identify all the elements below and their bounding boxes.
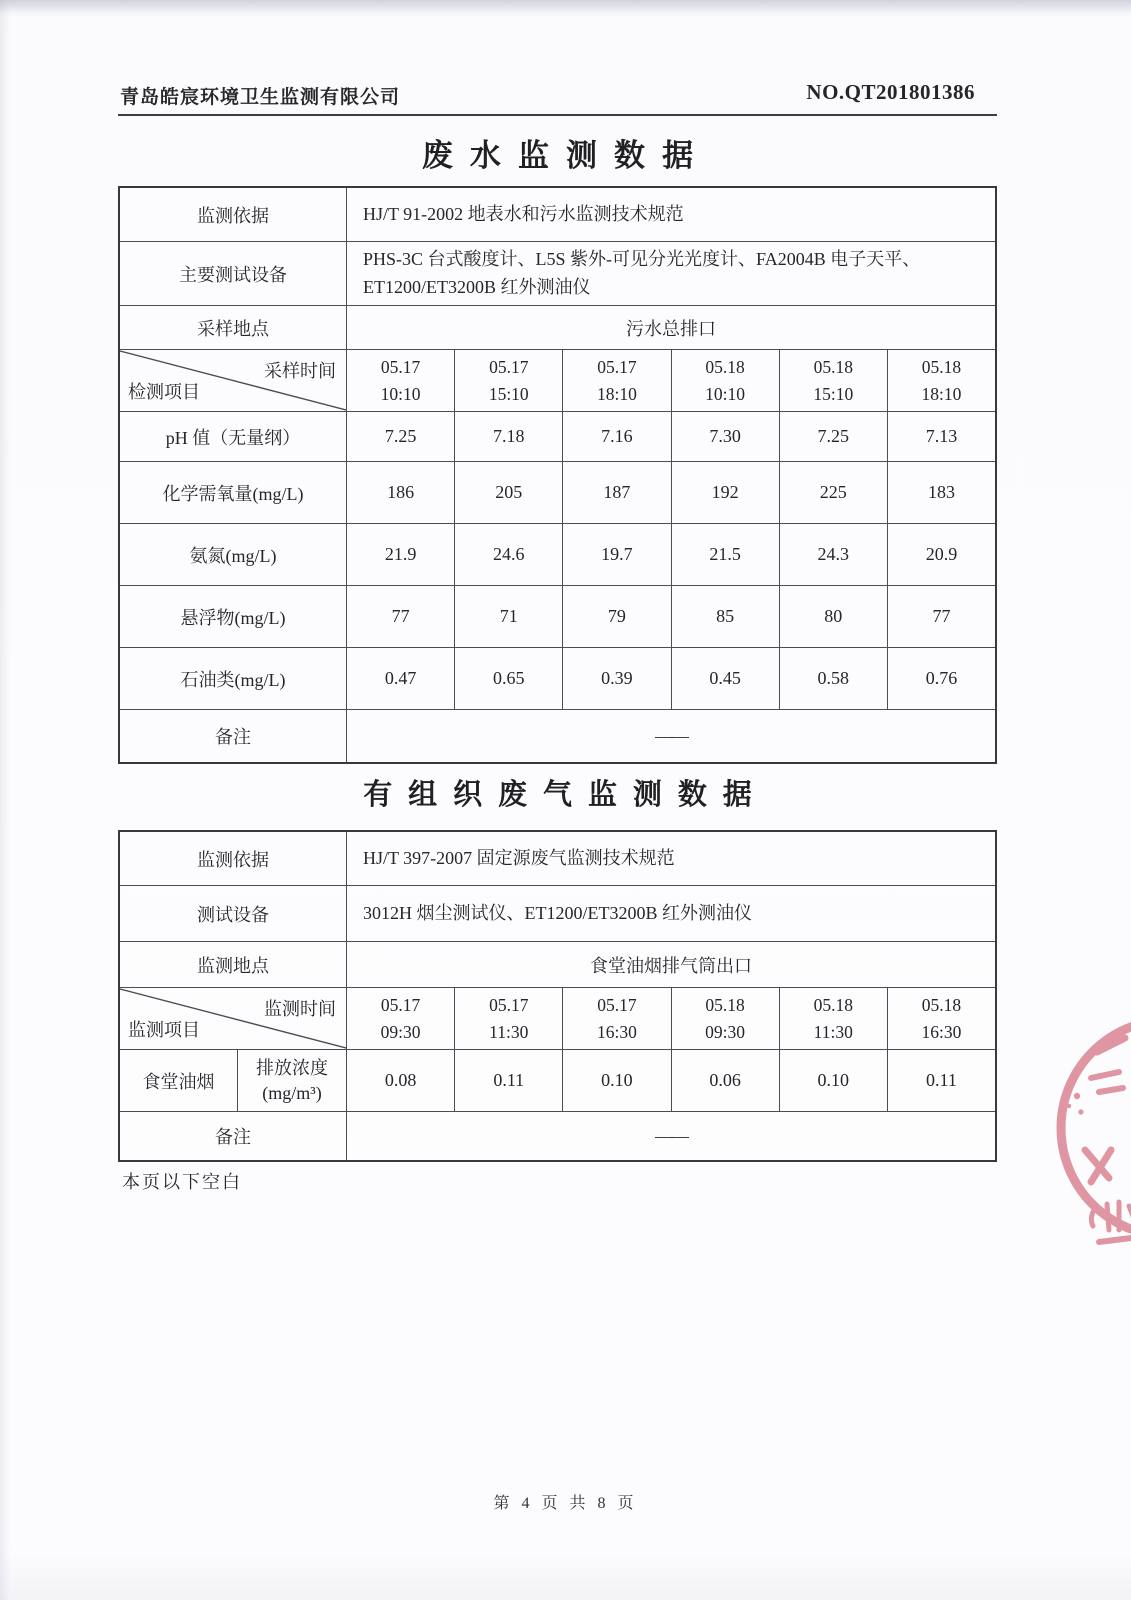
data-cell: 0.45 <box>672 648 780 709</box>
column-header: 05.17 16:30 <box>563 988 671 1049</box>
metric-label: 排放浓度 (mg/m³) <box>238 1050 347 1111</box>
row-label: 采样地点 <box>120 306 347 349</box>
column-header: 05.17 15:10 <box>455 350 563 411</box>
table-row <box>120 188 995 242</box>
corner-label-time: 监测时间 <box>264 999 336 1019</box>
table-row <box>120 832 995 886</box>
table-row <box>120 942 995 988</box>
table-row <box>120 242 995 306</box>
exhaust-table <box>118 830 997 1162</box>
column-header: 05.17 09:30 <box>347 988 455 1049</box>
data-row-cod <box>120 462 995 524</box>
exhaust-section-title: 有组织废气监测数据 <box>363 779 768 811</box>
data-cell: 7.25 <box>347 412 455 461</box>
data-cell: 20.9 <box>925 544 958 564</box>
monitoring-basis-value: HJ/T 91-2002 地表水和污水监测技术规范 <box>363 203 684 224</box>
data-cell: 71 <box>455 586 563 647</box>
data-cell: 0.10 <box>563 1050 671 1111</box>
data-cell: 186 <box>347 462 455 523</box>
row-label: 石油类(mg/L) <box>120 648 347 709</box>
report-number: NO.QT201801386 <box>806 80 975 104</box>
row-label: 悬浮物(mg/L) <box>120 586 347 647</box>
data-cell: 0.11 <box>926 1070 957 1090</box>
table-row <box>120 886 995 942</box>
table-header-row <box>120 350 995 412</box>
corner-label-item: 检测项目 <box>128 382 200 402</box>
data-cell: 79 <box>563 586 671 647</box>
column-header: 05.17 11:30 <box>455 988 563 1049</box>
diagonal-header-cell <box>120 350 347 411</box>
blank-below-note: 本页以下空白 <box>122 1172 242 1192</box>
wastewater-table <box>118 186 997 764</box>
monitoring-basis-value: HJ/T 397-2007 固定源废气监测技术规范 <box>363 847 675 868</box>
remark-row <box>120 710 995 762</box>
item-label: 食堂油烟 <box>120 1050 238 1111</box>
wastewater-section-title: 废水监测数据 <box>421 138 711 173</box>
data-cell: 0.08 <box>347 1050 455 1111</box>
data-row-ammonia <box>120 524 995 586</box>
data-cell: 225 <box>780 462 888 523</box>
row-label: 监测依据 <box>120 832 347 885</box>
data-cell: 7.13 <box>925 426 958 446</box>
table-row <box>120 306 995 350</box>
data-cell: 0.06 <box>672 1050 780 1111</box>
data-cell: 0.10 <box>780 1050 888 1111</box>
row-label: pH 值（无量纲） <box>120 412 347 461</box>
data-cell: 192 <box>672 462 780 523</box>
row-label: 监测依据 <box>120 188 347 241</box>
row-label: 化学需氧量(mg/L) <box>120 462 347 523</box>
column-header: 05.18 16:30 <box>921 995 962 1042</box>
data-cell: 205 <box>455 462 563 523</box>
data-cell: 183 <box>927 482 955 502</box>
column-header: 05.18 09:30 <box>672 988 780 1049</box>
remark-row <box>120 1112 995 1160</box>
data-cell: 24.6 <box>455 524 563 585</box>
data-cell: 0.58 <box>780 648 888 709</box>
data-cell: 21.9 <box>347 524 455 585</box>
data-cell: 7.25 <box>780 412 888 461</box>
remark-value: —— <box>655 725 687 746</box>
corner-label-time: 采样时间 <box>264 361 336 381</box>
row-label: 主要测试设备 <box>120 242 347 305</box>
data-row-ph <box>120 412 995 462</box>
company-name: 青岛皓宸环境卫生监测有限公司 <box>120 87 401 108</box>
data-cell: 7.30 <box>672 412 780 461</box>
equipment-value: 3012H 烟尘测试仪、ET1200/ET3200B 红外测油仪 <box>363 902 752 923</box>
data-cell: 0.76 <box>925 668 958 688</box>
data-cell: 187 <box>563 462 671 523</box>
data-row-canteen-fume <box>120 1050 995 1112</box>
equipment-value: PHS-3C 台式酸度计、L5S 紫外-可见分光光度计、FA2004B 电子天平、ET1200/ET3200B 红外测油仪 <box>363 248 921 297</box>
scan-edge-artifact <box>0 0 1131 14</box>
data-cell: 0.11 <box>455 1050 563 1111</box>
data-cell: 7.18 <box>455 412 563 461</box>
monitoring-site-value: 食堂油烟排气筒出口 <box>590 955 752 976</box>
sampling-site-value: 污水总排口 <box>626 318 716 339</box>
scan-edge-artifact <box>0 0 10 1600</box>
document-header <box>118 80 997 116</box>
row-label: 监测地点 <box>120 942 347 987</box>
data-cell: 77 <box>347 586 455 647</box>
row-label: 备注 <box>120 710 347 762</box>
column-header: 05.18 10:10 <box>672 350 780 411</box>
data-cell: 0.39 <box>563 648 671 709</box>
row-label: 备注 <box>120 1112 347 1160</box>
column-header: 05.17 10:10 <box>347 350 455 411</box>
remark-value: —— <box>655 1125 687 1146</box>
data-cell: 21.5 <box>672 524 780 585</box>
row-label: 氨氮(mg/L) <box>120 524 347 585</box>
data-cell: 19.7 <box>563 524 671 585</box>
data-cell: 7.16 <box>563 412 671 461</box>
page-number: 第 4 页 共 8 页 <box>493 1495 638 1512</box>
data-cell: 24.3 <box>780 524 888 585</box>
column-header: 05.18 11:30 <box>780 988 888 1049</box>
table-header-row <box>120 988 995 1050</box>
red-seal-stamp <box>1039 1000 1131 1260</box>
column-header: 05.18 15:10 <box>780 350 888 411</box>
data-cell: 0.47 <box>347 648 455 709</box>
diagonal-header-cell <box>120 988 347 1049</box>
corner-label-item: 监测项目 <box>128 1020 200 1040</box>
data-cell: 80 <box>780 586 888 647</box>
column-header: 05.18 18:10 <box>921 357 962 404</box>
data-row-petroleum <box>120 648 995 710</box>
data-row-suspended-solids <box>120 586 995 648</box>
data-cell: 77 <box>932 606 951 626</box>
data-cell: 85 <box>672 586 780 647</box>
column-header: 05.17 18:10 <box>563 350 671 411</box>
data-cell: 0.65 <box>455 648 563 709</box>
row-label: 测试设备 <box>120 886 347 941</box>
